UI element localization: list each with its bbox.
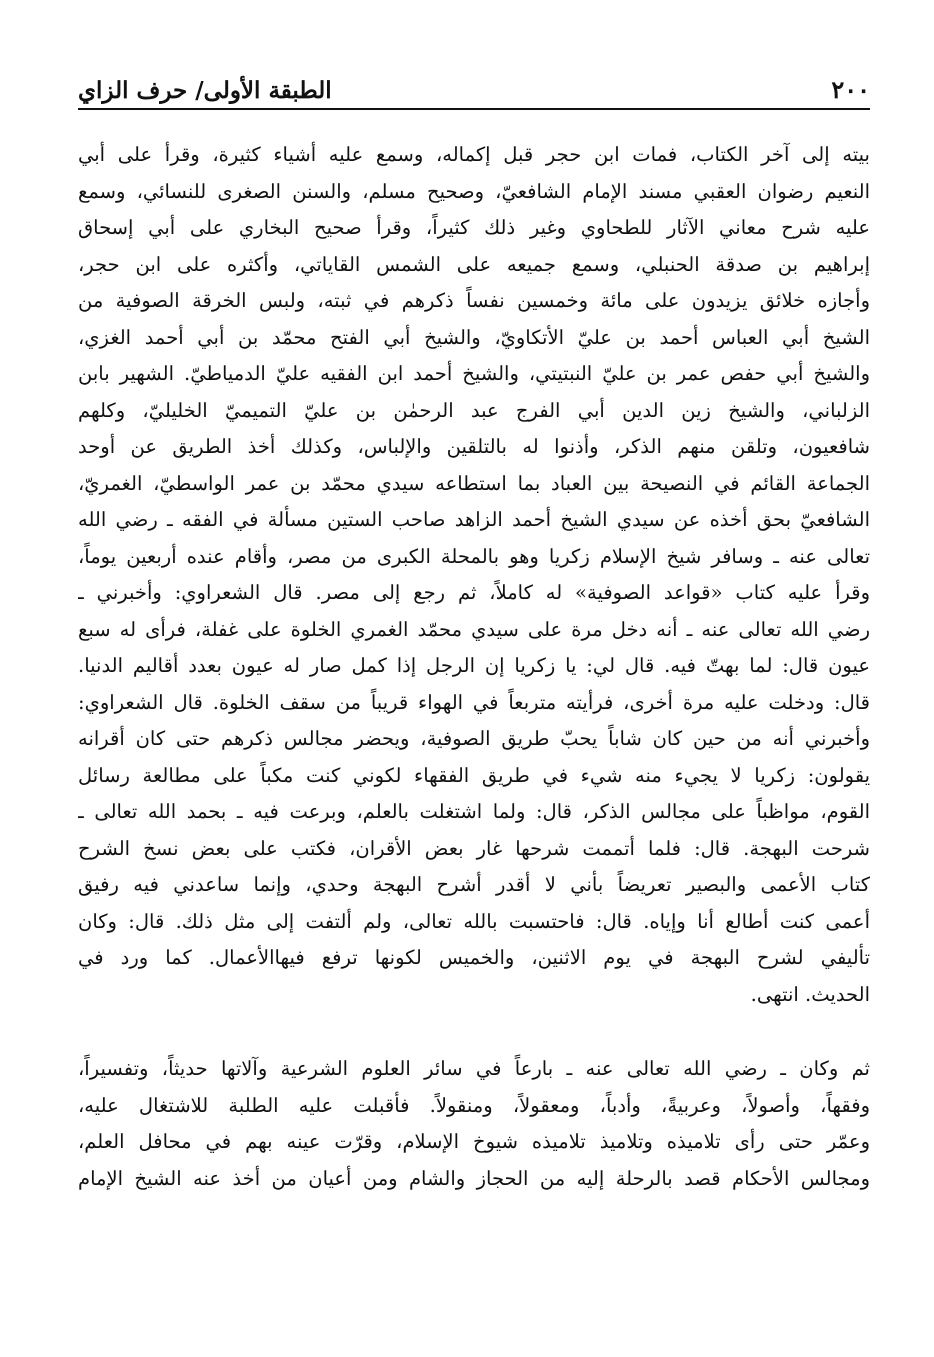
text-line: رضي الله تعالى عنه ـ أنه دخل مرة على سيدي محمّد الغمري الخلوة على غفلة، فرأى له سبع [78, 617, 870, 641]
text-line: عليه شرح معاني الآثار للطحاوي وغير ذلك كثيراً، وقرأ صحيح البخاري على أبي إسحاق [78, 216, 870, 239]
text-line: ثم وكان ـ رضي الله تعالى عنه ـ بارعاً في سائر العلوم الشرعية وآلاتها حديثاً، وتفسيراً، [78, 1057, 870, 1080]
paragraph [78, 137, 870, 1013]
text-line: الشافعيّ بحق أخذه عن سيدي الشيخ أحمد الزاهد صاحب الستين مسألة في الفقه ـ رضي الله [78, 508, 870, 531]
page-body [78, 137, 870, 1197]
text-line: الجماعة القائم في النصيحة بين العباد بما استطاعه سيدي محمّد بن عمر الواسطيّ، الغمريّ، [78, 471, 870, 495]
text-line: بيته إلى آخر الكتاب، فمات ابن حجر قبل إكماله، وسمع عليه أشياء كثيرة، وقرأ على أبي [78, 143, 870, 166]
text-line: أعمى كنت أطالع أنا وإياه. قال: فاحتسبت بالله تعالى، ولم ألتفت إلى مثل ذلك. قال: وكان [78, 909, 870, 933]
running-head: الطبقة الأولى/ حرف الزاي [78, 77, 332, 104]
text-line: الزلباني، والشيخ زين الدين أبي الفرج عبد الرحمٰن بن عليّ التميميّ الخليليّ، وكلهم [78, 398, 870, 422]
text-line: يقولون: زكريا لا يجيء منه شيء في طريق الفقهاء لكوني كنت مكباً على مطالعة رسائل [78, 763, 870, 787]
text-line: الشيخ أبي العباس أحمد بن عليّ الأتكاويّ، والشيخ أبي الفتح محمّد بن أبي أحمد الغزي، [78, 325, 870, 349]
paragraph [78, 1051, 870, 1197]
text-line: ومجالس الأحكام قصد بالرحلة إليه من الحجاز والشام ومن أعيان من أخذ عنه الشيخ الإمام [78, 1166, 870, 1190]
text-line: القوم، مواظباً على مجالس الذكر، قال: ولما اشتغلت بالعلم، وبرعت فيه ـ بحمد الله تعالى ـ [78, 800, 870, 823]
text-line: كتاب الأعمى والبصير تعريضاً بأني لا أقدر أشرح البهجة وحدي، وإنما ساعدني فيه رفيق [78, 873, 870, 896]
text-line: والشيخ أبي حفص عمر بن عليّ النبتيتي، والشيخ أحمد ابن الفقيه عليّ الدمياطيّ. الشهير بابن [78, 362, 870, 385]
text-line: تأليفي لشرح البهجة في يوم الاثنين، والخميس لكونها ترفع فيهاالأعمال. كما ورد في [78, 946, 870, 969]
text-line: النعيم رضوان العقبي مسند الإمام الشافعيّ، وصحيح مسلم، والسنن الصغرى للنسائي، وسمع [78, 179, 870, 203]
text-line: الحديث. انتهى. [750, 982, 870, 1006]
text-line: قال: ودخلت عليه مرة أخرى، فرأيته متربعاً في الهواء قريباً من سقف الخلوة. قال الشعراوي: [78, 690, 870, 714]
text-line: عيون قال: لما بهتّ فيه. قال لي: يا زكريا إن الرجل إذا كمل صار له عيون بعدد أقاليم الدنيا. [78, 654, 870, 677]
text-line: وأخبرني أنه من حين كان شاباً يحبّ طريق الصوفية، ويحضر مجالس ذكرهم حتى كان أقرانه [78, 727, 870, 750]
text-line: وقرأ عليه كتاب «قواعد الصوفية» له كاملاً، ثم رجع إلى مصر. قال الشعراوي: وأخبرني ـ [78, 581, 870, 604]
page-header [78, 64, 870, 110]
text-line: وفقهاً، وأصولاً، وعربيةً، وأدباً، ومعقولاً، ومنقولاً. فأقبلت عليه الطلبة للاشتغال عليه، [78, 1093, 870, 1117]
page-number: ٢٠٠ [831, 75, 870, 104]
text-line: شرحت البهجة. قال: فلما أتممت شرحها غار بعض الأقران، فكتب على بعض نسخ الشرح [78, 836, 870, 860]
text-line: إبراهيم بن صدقة الحنبلي، وسمع جميعه على الشمس القاياتي، وأكثره على ابن حجر، [78, 252, 870, 276]
text-line: وعمّر حتى رأى تلاميذه وتلاميذ تلاميذه شيوخ الإسلام، وقرّت عينه بهم في محافل العلم، [78, 1130, 870, 1153]
text-line: شافعيون، وتلقن منهم الذكر، وأذنوا له بالتلقين والإلباس، وكذلك أخذ الطريق عن أوحد [78, 435, 870, 458]
text-line: وأجازه خلائق يزيدون على مائة وخمسين نفساً ذكرهم في ثبته، ولبس الخرقة الصوفية من [78, 289, 870, 312]
text-line: تعالى عنه ـ وسافر شيخ الإسلام زكريا وهو بالمحلة الكبرى من مصر، وأقام عنده أربعين يوماً، [78, 544, 870, 568]
